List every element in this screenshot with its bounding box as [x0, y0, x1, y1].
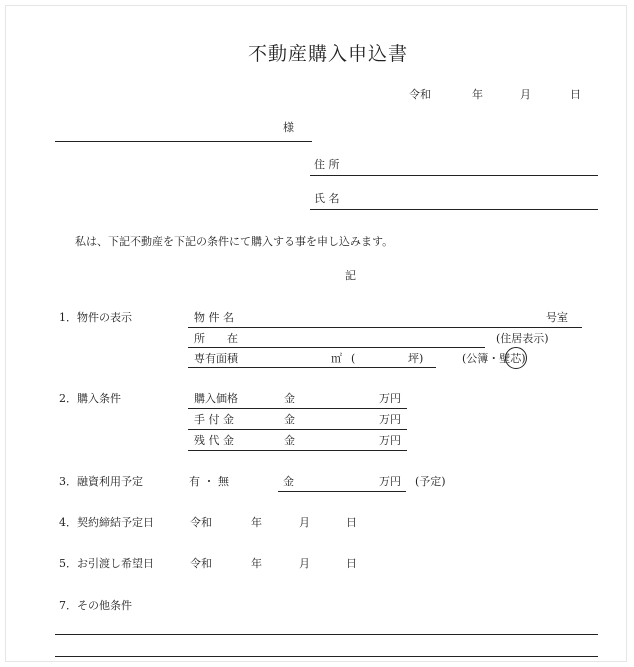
contract-date-day: 日: [346, 516, 357, 529]
section-property-label: 1．物件の表示: [59, 311, 132, 324]
purchase-price-line[interactable]: [188, 408, 407, 409]
purchase-price-prefix: 金: [284, 392, 295, 405]
purchase-price-unit: 万円: [379, 392, 401, 405]
loan-options[interactable]: 有 ・ 無: [189, 475, 229, 488]
delivery-date-year: 年: [251, 557, 262, 570]
location-label: 所 在: [194, 332, 238, 345]
ki-marker: 記: [345, 269, 356, 282]
delivery-date-era: 令和: [190, 557, 212, 570]
balance-unit: 万円: [379, 434, 401, 447]
contract-date-era: 令和: [190, 516, 212, 529]
date-year: 年: [472, 88, 483, 101]
balance-line[interactable]: [188, 450, 407, 451]
section-delivery-date-label: 5．お引渡し希望日: [59, 557, 154, 570]
other-conditions-line-2[interactable]: [55, 656, 598, 657]
document-title: 不動産購入申込書: [248, 43, 409, 65]
room-suffix: 号室: [546, 311, 568, 324]
address-line[interactable]: [310, 175, 598, 176]
section-other-label: 7．その他条件: [59, 599, 132, 612]
deposit-prefix: 金: [284, 413, 295, 426]
tsubo-close: 坪): [408, 352, 424, 365]
loan-unit: 万円: [379, 475, 401, 488]
sqm-unit: ㎡: [331, 352, 342, 365]
addressee-line[interactable]: [55, 141, 312, 142]
addressee-honorific: 様: [283, 121, 294, 134]
loan-note: (予定): [415, 475, 446, 488]
deposit-label: 手 付 金: [194, 413, 234, 426]
name-line[interactable]: [310, 209, 598, 210]
registry-note: (公簿・壁芯): [462, 352, 526, 365]
date-day: 日: [570, 88, 581, 101]
address-label: 住 所: [314, 158, 340, 171]
property-name-label: 物 件 名: [194, 311, 234, 324]
area-label: 専有面積: [194, 352, 238, 365]
loan-amount-line[interactable]: [278, 491, 406, 492]
contract-date-year: 年: [251, 516, 262, 529]
balance-label: 残 代 金: [194, 434, 234, 447]
deposit-unit: 万円: [379, 413, 401, 426]
purchase-price-label: 購入価格: [194, 392, 238, 405]
area-line[interactable]: [188, 367, 436, 368]
intro-text: 私は、下記不動産を下記の条件にて購入する事を申し込みます。: [75, 235, 394, 248]
name-label: 氏 名: [314, 192, 340, 205]
section-loan-label: 3．融資利用予定: [59, 475, 143, 488]
property-name-line[interactable]: [188, 327, 582, 328]
delivery-date-day: 日: [346, 557, 357, 570]
contract-date-month: 月: [299, 516, 310, 529]
delivery-date-month: 月: [299, 557, 310, 570]
other-conditions-line-1[interactable]: [55, 634, 598, 635]
location-line[interactable]: [188, 347, 485, 348]
loan-prefix: 金: [283, 475, 294, 488]
section-contract-date-label: 4．契約締結予定日: [59, 516, 154, 529]
deposit-line[interactable]: [188, 429, 407, 430]
date-era: 令和: [409, 88, 431, 101]
date-month: 月: [520, 88, 531, 101]
tsubo-open: (: [351, 352, 356, 365]
section-terms-label: 2．購入条件: [59, 392, 121, 405]
registry-selection-circle: [505, 347, 527, 369]
balance-prefix: 金: [284, 434, 295, 447]
residence-note: (住居表示): [496, 332, 549, 345]
